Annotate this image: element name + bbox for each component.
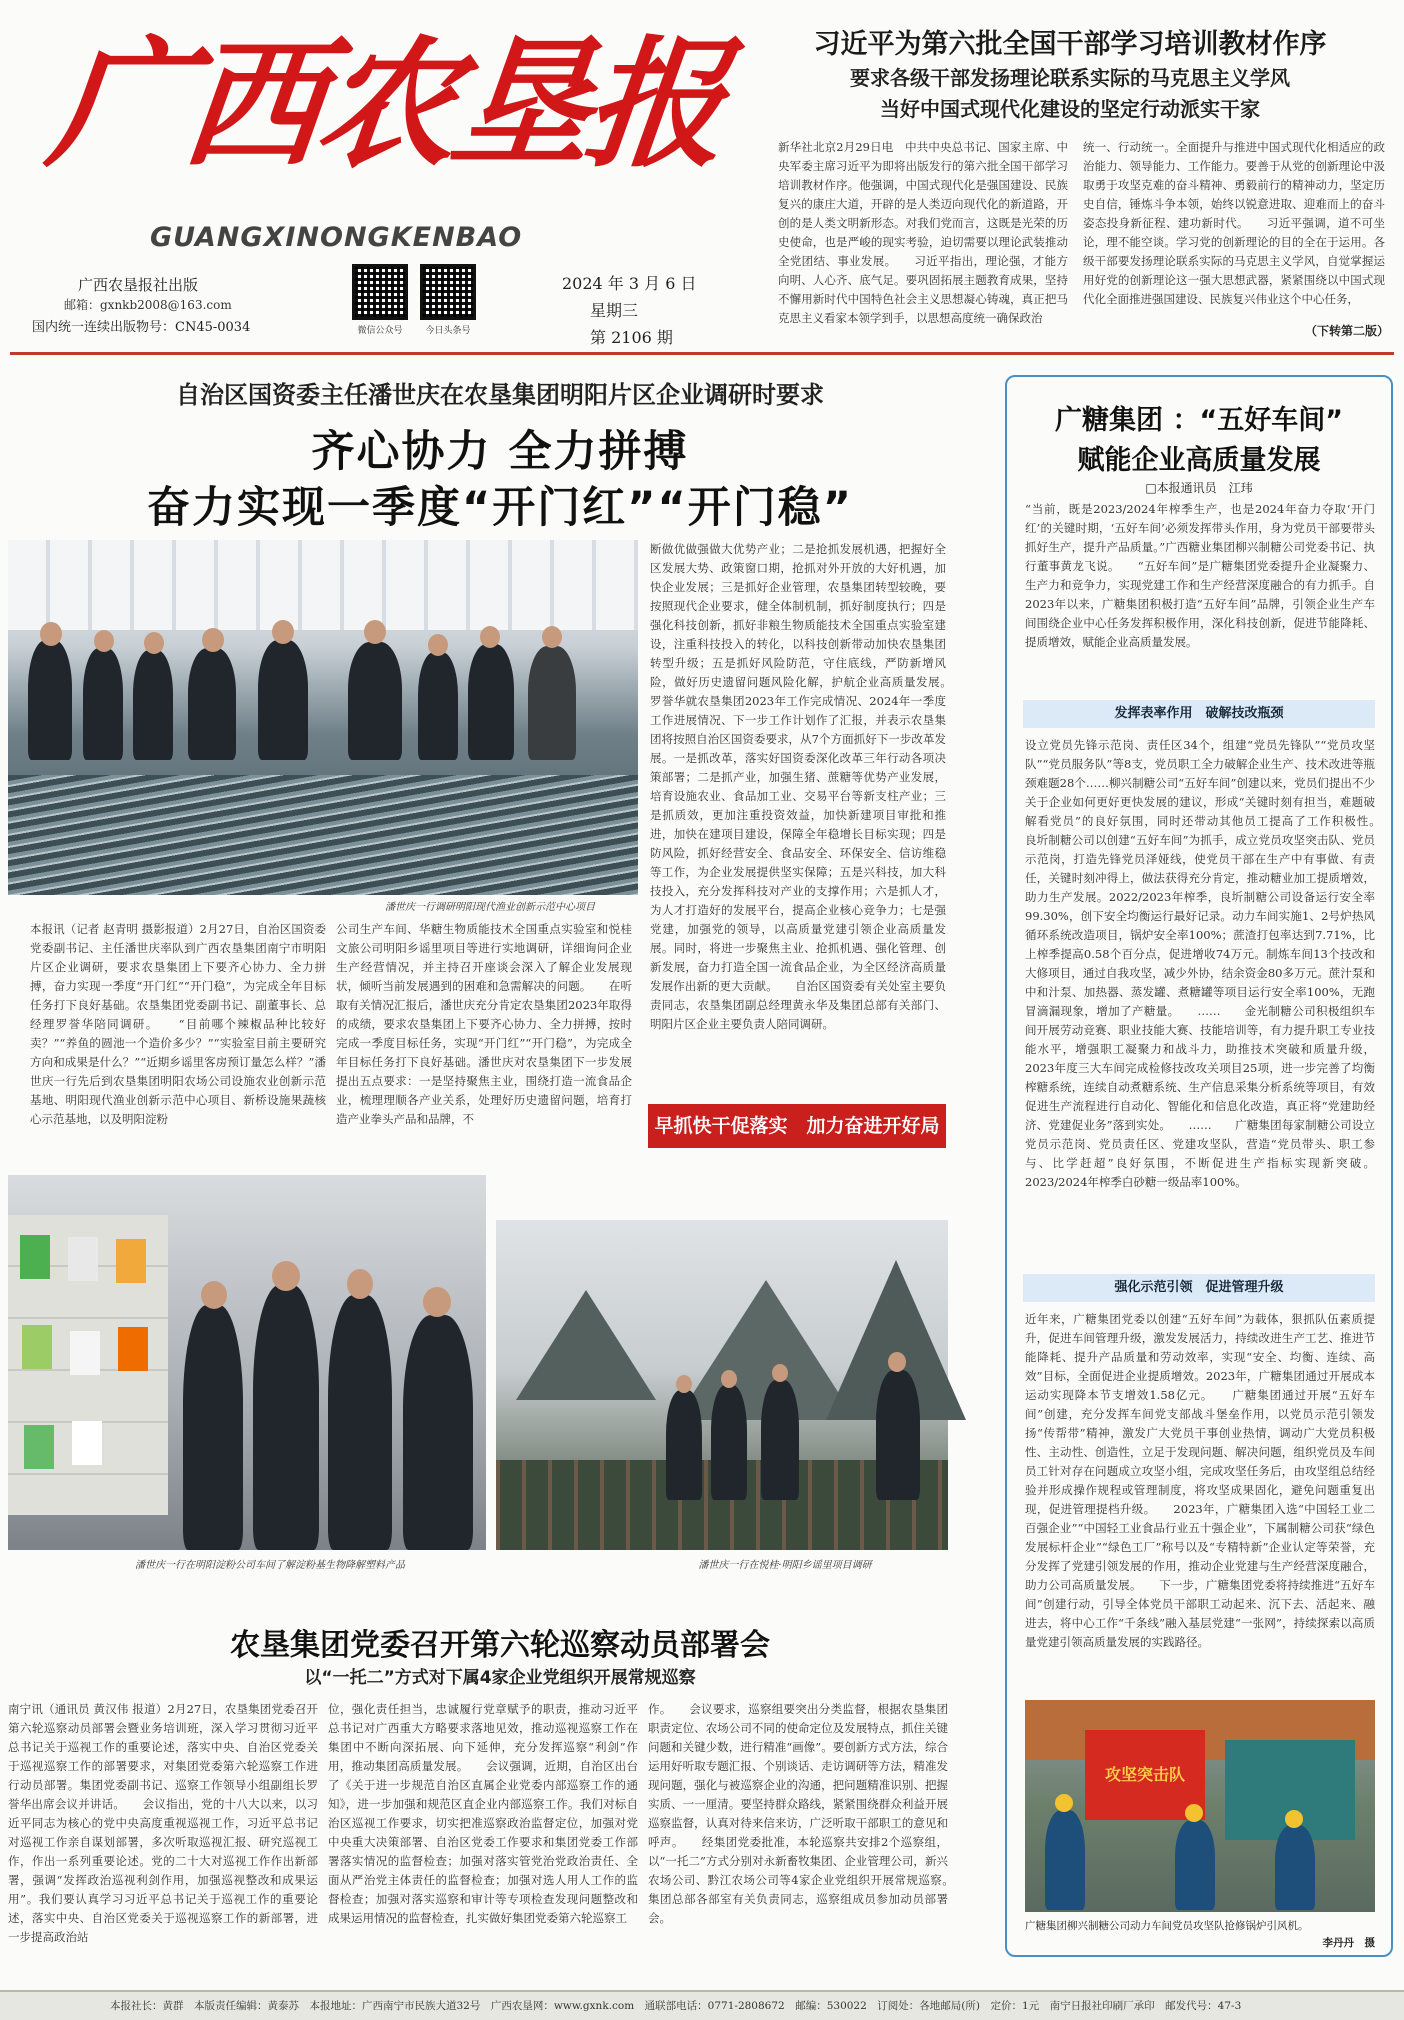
sidebar-band-1: 发挥表率作用 破解技改瓶颈 <box>1023 700 1375 728</box>
sidebar-photo-caption: 广糖集团柳兴制糖公司动力车间党员攻坚队抢修锅炉引风机。 <box>1025 1920 1309 1932</box>
main-headline-1: 齐心协力 全力拼搏 <box>311 427 689 477</box>
main-headline-2: 奋力实现一季度“开门红”“开门稳” <box>146 483 854 533</box>
sidebar-title-1: 广糖集团 ：“五好车间” <box>1055 405 1343 436</box>
water-surface <box>8 775 638 895</box>
issue-date-block <box>562 270 697 351</box>
sidebar-author: □本报通讯员 江玮 <box>1145 481 1253 495</box>
main-kicker: 自治区国资委主任潘世庆在农垦集团明阳片区企业调研时要求 <box>176 381 824 409</box>
red-banner: 早抓快干促落实 加力奋进开好局 <box>648 1104 946 1148</box>
team-banner: 攻坚突击队 <box>1085 1730 1205 1820</box>
story2-col-b: 位，强化责任担当，忠诚履行党章赋予的职责，推动习近平总书记对广西重大方略要求落地见效，推动巡视巡察工作在集团中不断向深拓展、向下延伸，充分发挥巡察“利剑”作用，推动集团高质量发展。 会议强调，近期，自治区出台了《关于进一步规范自治区直属企业党委内部巡察工作的通知》，进一步加强和规范区直企业内部巡察工作。我们对标自治区巡视工作要求，切实把准巡察政治监督定位，加强对党中央重大决策部署、自治区党委工作要求和集团党委工作部署落实情况的监督检查；加强对落实管党治党政治责任、全面从严治党主体责任的监督检查；加强对选人用人工作的监督检查；加强对落实巡察和审计等专项检查发现问题整改和成果运用情况的监督检查，扎实做好集团党委第六轮巡察工 <box>328 1702 638 1925</box>
sidebar-section-1: 设立党员先锋示范岗、责任区34个，组建“党员先锋队”“党员攻坚队”“党员服务队”等8支，党员职工全力破解企业生产、技术改进等瓶颈难题28个……柳兴制糖公司“五好车间”创建以来，党员们提出不少关于企业如何更好更快发展的建议，形成“关键时刻有担当，难题破解看党员”的良好氛围，同时还带动其他员工提高了工作积极性。 良圻制糖公司以创建“五好车间”为抓手，成立党员攻坚突击队、党员示范岗，打造先锋党员泽娅线，使党员干部在生产中有事做、有责任，关键时刻冲得上，做法获得充分肯定，推动糖业加工提质增效，助力生产发展。2022/2023年榨季，良圻制糖公司设备运行安全率99.30%，创下安全均衡运行最好记录。动力车间实施1、2号炉热风循环系统改造项目，锅炉安全率100%；蔗渣打包率达到7.71%，比上榨季提高0.58个百分点，促进增收74万元。制炼车间13个技改和大修项目，通过自我攻坚，减少外协，结余资金80多万元。蔗汁泵和中和汁泵、加热器、蒸发罐、煮糖罐等项目运行安全率100%，无跑冒滴漏现象，增加了产糖量。 …… 金光制糖公司积极组织车间开展劳动竞赛、职业技能大赛、技能培训等，有力提升职工专业技能水平，增强职工凝聚力和战斗力，助推技术突破和质量升级，2023年度三大车间完成检修技改攻关项目25项，进一步完善了均衡榨糖系统，连续自动煮糖系统、生产信息采集分析系统等项目，有效促进生产流程进行自动化、智能化和信息化改造，真正将“党建助经济、党建促业务”落到实处。 …… 广糖集团每家制糖公司设立党员示范岗、党员责任区、党建攻坚队，营造“党员带头、职工参与、比学赶超”良好氛围，不断促进生产指标实现新突破。2023/2024年榨季白砂糖一级品率100%。 <box>1025 738 1398 1189</box>
issue-number: 第 2106 期 <box>590 328 673 347</box>
main-col-b: 公司生产车间、华糖生物质能技术全国重点实验室和悦桂文旅公司明阳乡谣里项目等进行实地调研，详细询问企业生产经营情况，并主持召开座谈会深入了解企业发展现状，倾听当前发展遇到的困难和急需解决的问题。 在听取有关情况汇报后，潘世庆充分肯定农垦集团2023年取得的成绩，要求农垦集团上下要齐心协力、全力拼搏，按时完成一季度目标任务，实现“开门红”“开门稳”，为完成全年目标任务打下良好基础。潘世庆对农垦集团下一步发展提出五点要求：一是坚持聚焦主业，围绕打造一流食品企业，梳理理顺各产业关系，处理好历史遗留问题，培育打造产业拳头产品和品牌，不 <box>336 922 632 1126</box>
main-col-c: 断做优做强做大优势产业；二是抢抓发展机遇，把握好全区发展大势、政策窗口期，抢抓对外开放的大好机遇，加快企业发展；三是抓好企业管理，农垦集团转型较晚，要按照现代企业要求，健全体制机制，抓好制度执行；四是强化科技创新，抓好非粮生物质能技术全国重点实验室建设，注重科技投入的转化，以科技创新带动加快农垦集团转型升级；五是抓好风险防范，守住底线，严防新增风险，做好历史遗留问题风险化解，护航企业高质量发展。 罗誉华就农垦集团2023年工作完成情况、2024年一季度工作进展情况、下一步工作计划作了汇报，并表示农垦集团将按照自治区国资委要求，从7个方面抓好下一步改革发展。一是抓改革，落实好国资委深化改革三年行动各项决策部署；二是抓产业，加强生猪、蔗糖等优势产业发展，培育设施农业、食品加工业、交易平台等新支柱产业；三是抓质效，更加注重投资效益，加快新建项目审批和推进，加快在建项目建设，保障全年稳增长目标实现；四是防风险，抓好经营安全、食品安全、环保安全、信访维稳等工作，为企业发展提供坚实保障；五是兴科技，加大科技投入，充分发挥科技对产业的支撑作用；六是抓人才，为人才打造好的发展平台，提高企业核心竞争力；七是强党建，加强党的领导，以高质量党建引领企业高质量发展。同时，将进一步聚焦主业、抢抓机遇、强化管理、创新发展，奋力打造全国一流食品企业，为全区经济高质量发展作出新的更大贡献。 自治区国资委有关处室主要负责同志，农垦集团副总经理黄永华及集团总部有关部门、明阳片区企业主要负责人陪同调研。 <box>650 542 969 1031</box>
qr-label: 今日头条号 <box>425 326 471 336</box>
sidebar-band-2: 强化示范引领 促进管理升级 <box>1023 1274 1375 1302</box>
sidebar-title-2: 赋能企业高质量发展 <box>1077 445 1321 476</box>
lead-col-2: 统一、行动统一。全面提升与推进中国式现代化相适应的政治能力、领导能力、工作能力。要善于从党的创新理论中汲取勇于攻坚克难的奋斗精神、勇毅前行的精神动力，坚定历史自信，锤炼斗争本领，始终以锐意进取、迎难而上的奋斗姿态投身新征程、建功新时代。 习近平强调，道不可坐论，理不能空谈。学习党的创新理论的目的全在于运用。各级干部要发扬理论联系实际的马克思主义学风，自觉掌握运用好党的创新理论这一强大思想武器，紧紧围绕以中国式现代化全面推进强国建设、民族复兴伟业这个中心任务， <box>1083 140 1385 306</box>
story2-col-a: 南宁讯（通讯员 黄汉伟 报道）2月27日，农垦集团党委召开第六轮巡察动员部署会暨业务培训班，深入学习贯彻习近平总书记关于巡视工作的重要论述，落实中央、自治区党委关于巡视巡察工作的部署要求，对集团党委第六轮巡察工作进行动员部署。集团党委副书记、巡察工作领导小组副组长罗誉华出席会议并讲话。 会议指出，党的十八大以来，以习近平同志为核心的党中央高度重视巡视工作，习近平总书记对巡视工作亲自谋划部署，多次听取巡视汇报、研究巡视工作，作出一系列重要论述。党的二十大对巡视工作作出新部署，强调“发挥政治巡视利剑作用，加强巡视整改和成果运用”。我们要认真学习习近平总书记关于巡视工作的重要论述，落实中央、自治区党委关于巡视巡察工作的新部署，进一步提高政治站 <box>8 1702 318 1944</box>
masthead-pinyin: GUANGXINONGKENBAO <box>150 222 523 253</box>
issue-date: 2024 年 3 月 6 日 <box>562 274 697 293</box>
email: 邮箱：gxnkb2008@163.com <box>64 298 232 312</box>
story2-subhead: 以“一托二”方式对下属4家企业党组织开展常规巡察 <box>304 1668 696 1688</box>
qr-code-icon <box>420 264 476 320</box>
photo1-caption: 潘世庆一行调研明阳现代渔业创新示范中心项目 <box>385 902 595 913</box>
greenhouse-roof <box>8 540 638 630</box>
lead-subtitle: 当好中国式现代化建设的坚定行动派实干家 <box>880 97 1260 121</box>
lead-turn-page: （下转第二版） <box>1305 324 1390 338</box>
photo2-caption: 潘世庆一行在明阳淀粉公司车间了解淀粉基生物降解塑料产品 <box>135 1560 405 1571</box>
qr-label: 微信公众号 <box>357 326 403 336</box>
qr-toutiao[interactable] <box>420 264 476 336</box>
footer: 本报社长：黄群 本版责任编辑：黄泰苏 本报地址：广西南宁市民族大道32号 广西农垦网：www.gxnk.com 通联部电话：0771-2808672 邮编：530022 订阅处：各地邮局(所) 定价：1元 南宁日报社印刷厂承印 邮发代号：47-3 <box>0 1990 1404 2020</box>
sidebar-photo-caption-block <box>1025 1918 1375 1952</box>
photo-factory <box>8 1175 486 1550</box>
masthead-logo <box>41 10 729 225</box>
cn-number: 国内统一连续出版物号：CN45-0034 <box>32 320 251 335</box>
main-col-a: 本报讯（记者 赵青明 摄影报道）2月27日，自治区国资委党委副书记、主任潘世庆率队到广西农垦集团南宁市明阳片区企业调研，要求农垦集团上下要齐心协力、全力拼搏，奋力实现一季度“开门红”“开门稳”，为完成全年目标任务打下良好基础。农垦集团党委副书记、副董事长、总经理罗誉华陪同调研。 “目前哪个辣椒品种比较好卖？”“养鱼的圆池一个造价多少？”“实验室目前主要研究方向和成果是什么？”“近期乡谣里客房预订量怎么样？”潘世庆一行先后到农垦集团明阳农场公司设施农业创新示范基地、明阳现代渔业创新示范中心项目、新桥设施果蔬核心示范基地，以及明阳淀粉 <box>30 922 326 1126</box>
sidebar-photo-author: 李丹丹 摄 <box>1322 1937 1375 1949</box>
photo-fish-tanks <box>8 540 638 895</box>
lead-subtitle: 要求各级干部发扬理论联系实际的马克思主义学风 <box>850 66 1290 90</box>
publisher: 广西农垦报社出版 <box>78 276 199 294</box>
story2-col-c: 作。 会议要求，巡察组要突出分类监督，根据农垦集团职责定位、农场公司不同的使命定位及发展特点，抓住关键问题和关键少数，进行精准“画像”。要创新方式方法，综合运用好听取专题汇报、个别谈话、走访调研等方法，精准发现问题，强化与被巡察企业的沟通，把问题精准识别、把握实质、一一厘清。要坚持群众路线，紧紧围绕群众利益开展巡察监督，认真对待来信来访，广泛听取干部职工的意见和呼声。 经集团党委批准，本轮巡察共安排2个巡察组，以“一托二”方式分别对永新畜牧集团、企业管理公司，新兴农场公司、黔江农场公司等4家企业党组织开展常规巡察。 集团总部各部室有关负责同志，巡察组成员参加动员部署会。 <box>648 1702 971 1925</box>
sidebar-intro: “当前，既是2023/2024年榨季生产，也是2024年奋力夺取‘开门红’的关键时期，‘五好车间’必须发挥带头作用，身为党员干部要带头抓好生产，提升产品质量。”广西糖业集团柳兴制糖公司党委书记、执行董事黄龙飞说。 “五好车间”是广糖集团党委提升企业凝聚力、生产力和竞争力，实现党建工作和生产经营深度融合的有力抓手。自2023年以来，广糖集团积极打造“五好车间”品牌，引领企业生产车间围绕企业中心任务发挥积极作用，深化科技创新，促进节能降耗、提质增效，赋能企业高质量发展。 <box>1025 502 1375 649</box>
photo-cabins <box>496 1220 948 1550</box>
sidebar-section-2: 近年来，广糖集团党委以创建“五好车间”为载体，狠抓队伍素质提升，促进车间管理升级，激发发展活力，持续改进生产工艺、推进节能降耗、提升产品质量和劳动效率，实现“安全、均衡、连续、高效”目标，全面促进企业提质增效。2023年，广糖集团通过开展成本运动实现降本节支增效1.58亿元。 广糖集团通过开展“五好车间”创建，充分发挥车间党支部战斗堡垒作用，以党员示范引领发扬“传帮带”精神，激发广大党员干事创业热情，调动广大党员积极性、主动性、创造性，立足于发现问题、解决问题，组织党员及车间员工针对存在问题成立攻坚小组，完成攻坚任务后，由攻坚组总结经验并形成操作规程或管理制度，将攻坚成果固化，避免问题重复出现，促进管理提档升级。 2023年，广糖集团入选“中国轻工业二百强企业”“中国轻工业食品行业五十强企业”，下属制糖公司获“绿色发展标杆企业”“绿色工厂”称号以及“专精特新”企业认定等荣誉，充分发挥了党建引领发展的作用，推动企业党建与生产经营深度融合，助力公司高质量发展。 下一步，广糖集团党委将持续推进“五好车间”创建行动，引导全体党员干部职工动起来、沉下去、活起来、融进去，将中心工作“千条线”融入基层党建“一张网”，持续探索以高质量党建引领高质量发展的实践路径。 <box>1025 1312 1375 1649</box>
qr-wechat[interactable] <box>352 264 408 336</box>
photo-repair-team <box>1025 1700 1375 1912</box>
photo3-caption: 潘世庆一行在悦桂·明阳乡谣里项目调研 <box>698 1560 872 1571</box>
lead-col-1: 新华社北京2月29日电 中共中央总书记、国家主席、中央军委主席习近平为即将出版发行的第六批全国干部学习培训教材作序。他强调，中国式现代化是强国建设、民族复兴的康庄大道，开辟的是人类迈向现代化的新道路，开创的是人类文明新形态。对我们党而言，这既是光荣的历史使命，也是严峻的现实考验，迫切需要以理论武装推动全党团结、事业发展。 习近平指出，理论强，才能方向明、人心齐、底气足。要巩固拓展主题教育成果，坚持不懈用新时代中国特色社会主义思想凝心铸魂，真正把马克思主义看家本领学到手，以思想高度统一确保政治 <box>778 140 1068 325</box>
header-rule <box>10 352 1394 355</box>
masthead-name: 广西农垦报 <box>41 23 729 187</box>
qr-code-icon <box>352 264 408 320</box>
weekday: 星期三 <box>590 301 639 320</box>
story2-headline: 农垦集团党委召开第六轮巡察动员部署会 <box>230 1628 770 1663</box>
lead-title: 习近平为第六批全国干部学习培训教材作序 <box>813 29 1327 60</box>
